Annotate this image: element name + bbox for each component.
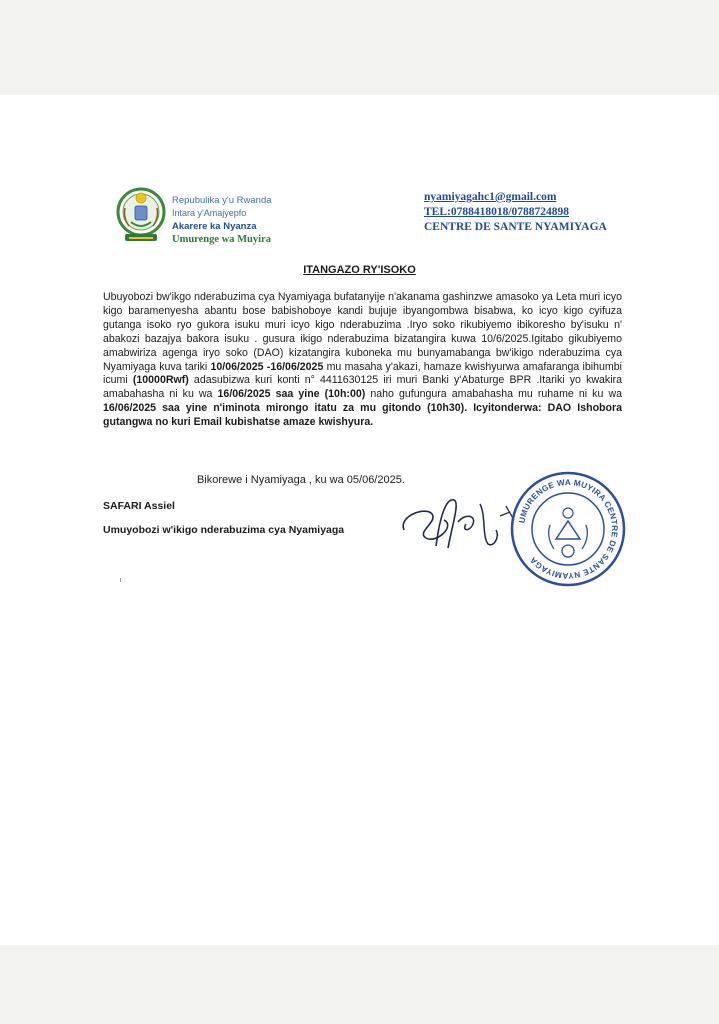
sector-name: Umurenge wa Muyira [172,234,271,245]
body-opening-bold: 16/06/2025 saa yine n'iminota mirongo itatu za mu gitondo (10h30). Icyitonderwa: DAO Ishobora gutangwa no kuri Email kubishatse amaze kwishyura. [103,402,622,429]
body-fee-bold: (10000Rwf) [132,374,189,387]
letterhead-administration [172,194,272,246]
province-name: Intara y'Amajyepfo [172,208,247,218]
body-text-part-4: naho gufungura amabahasha mu ruhame ni ku wa [365,388,622,401]
contact-email: nyamiyagahc1@gmail.com [424,191,557,203]
stamp-text: UMURENGE WA MUYIRA CENTRE DE SANTE NYAMIYAGA [517,477,620,581]
body-dates-bold: 10/06/2025 -16/06/2025 [210,360,324,373]
health-centre-name: CENTRE DE SANTE NYAMIYAGA [424,221,607,233]
notice-body [103,291,622,430]
contact-phone: TEL:0788418018/0788724898 [424,206,570,218]
official-stamp [508,469,628,589]
signer-title: Umuyobozi w'ikigo nderabuzima cya Nyamiyaga [103,524,345,536]
signer-name: SAFARI Assiel [103,500,175,512]
republic-name: Repubulika y'u Rwanda [172,195,272,206]
notice-title: ITANGAZO RY'ISOKO [303,264,416,276]
letterhead-contact [424,190,607,235]
district-name: Akarere ka Nyanza [172,221,257,232]
body-deadline-bold: 16/06/2025 saa yine (10h:00) [217,388,366,401]
rwanda-coat-of-arms-logo [115,182,167,248]
scan-speck [120,578,121,582]
date-line: Bikorewe i Nyamiyaga , ku wa 05/06/2025. [197,474,405,486]
body-text-part-3: adasubizwa kuri konti n° 4411630125 iri muri Banki y'Abaturge BPR .Itariki yo kwakira amabahasha ni ku wa [103,374,622,401]
body-text-part-2: mu masaha y'akazi, hamaze kwishyurwa amafaranga ibihumbi icumi [103,360,622,387]
body-text-part-1: Ubuyobozi bw'ikgo nderabuzima cya Nyamiyaga bufatanyije n'akanama gashinzwe amasoko ya Leta muri icyo kigo baramenyesha abantu bose babishoboye kandi bujuje ibyangombwa bisabwa, ko icyo kigo cyifuza gutanga isoko ryo gukora isuku muri icyo kigo nderabuzima .Iryo soko rikubiyemo ibikoresho by'isuku n' abakozi bazajya bakora isuku . gusura ikigo nderabuzima bizatangira kuwa 10/6/2025.Igitabo gikubiyemo amabwiriza agenga iryo soko (DAO) kizatangira kuboneka mu bunyamabanga bw'ikigo nderabuzima cya Nyamiyaga kuva tariki [103,291,622,373]
